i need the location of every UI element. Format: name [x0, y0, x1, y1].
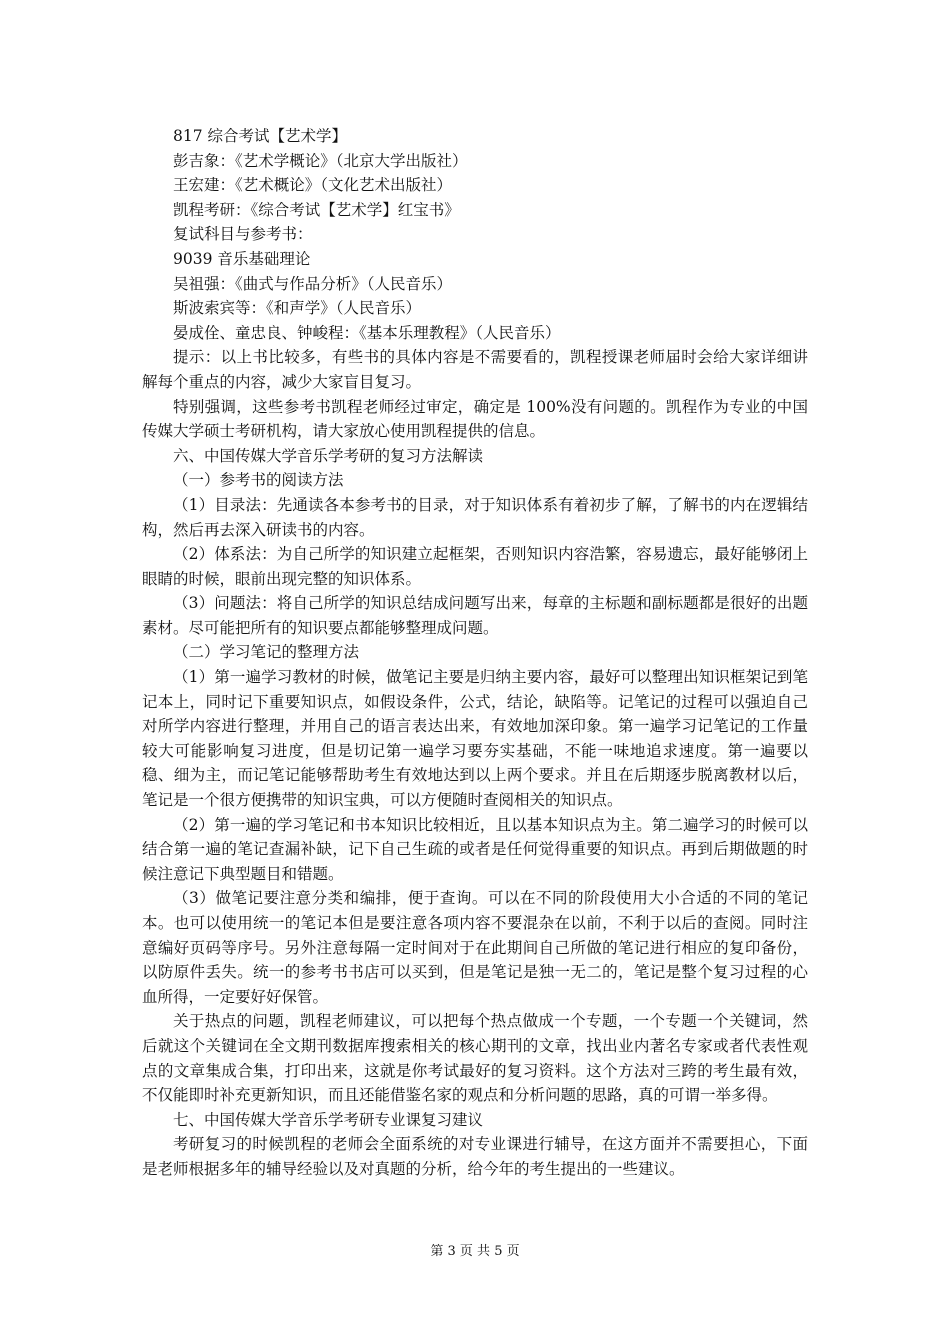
notes-paragraph: （3）做笔记要注意分类和编排，便于查询。可以在不同的阶段使用大小合适的不同的笔记本。也可以使用统一的笔记本但是要注意各项内容不要混杂在以前，不利于以后的查阅。同时注意编好页码等序号。另外注意每隔一定时间对于在此期间自己所做的笔记进行相应的复印备份，以防原件丢失。统一的参考书书店可以买到，但是笔记是独一无二的，笔记是整个复习过程的心血所得，一定要好好保管。	[142, 889, 808, 1006]
reference-book: 彭吉象：《艺术学概论》（北京大学出版社）	[173, 151, 468, 170]
reference-book: 晏成佺、童忠良、钟峻程：《基本乐理教程》（人民音乐）	[173, 323, 561, 342]
review-advice-paragraph: 考研复习的时候凯程的老师会全面系统的对专业课进行辅导，在这方面并不需要担心，下面是老师根据多年的辅导经验以及对真题的分析，给今年的考生提出的一些建议。	[142, 1135, 808, 1178]
method-paragraph: （1）目录法：先通读各本参考书的目录，对于知识体系有着初步了解，了解书的内在逻辑结构，然后再去深入研读书的内容。	[142, 495, 808, 539]
reference-book: 王宏建：《艺术概论》（文化艺术出版社）	[173, 176, 453, 195]
notes-paragraph: （1）第一遍学习教材的时候，做笔记主要是归纳主要内容，最好可以整理出知识框架记到笔记本上，同时记下重要知识点，如假设条件，公式，结论，缺陷等。记笔记的过程可以强迫自己对所学内容进行整理，并用自己的语言表达出来，有效地加深印象。第一遍学习记笔记的工作量较大可能影响复习进度，但是切记第一遍学习要夯实基础，不能一味地追求速度。第一遍要以稳、细为主，而记笔记能够帮助考生有效地达到以上两个要求。并且在后期逐步脱离教材以后，笔记是一个很方便携带的知识宝典，可以方便随时查阅相关的知识点。	[142, 668, 808, 810]
document-body	[142, 124, 808, 1182]
subsection-reading-method-heading: （一）参考书的阅读方法	[173, 471, 344, 490]
subject-9039-heading: 9039 音乐基础理论	[173, 249, 311, 268]
method-paragraph: （2）体系法：为自己所学的知识建立起框架，否则知识内容浩繁，容易遗忘，最好能够闭上眼睛的时候，眼前出现完整的知识体系。	[142, 545, 808, 588]
retest-subjects-heading: 复试科目与参考书：	[173, 225, 313, 244]
emphasis-paragraph: 特别强调，这些参考书凯程老师经过审定，确定是 100%没有问题的。凯程作为专业的中国传媒大学硕士考研机构，请大家放心使用凯程提供的信息。	[142, 397, 808, 441]
section-seven-heading: 七、中国传媒大学音乐学考研专业课复习建议	[173, 1110, 484, 1129]
section-six-heading: 六、中国传媒大学音乐学考研的复习方法解读	[173, 446, 484, 465]
reference-book: 斯波索宾等：《和声学》（人民音乐）	[173, 299, 422, 318]
method-paragraph: （3）问题法：将自己所学的知识总结成问题写出来，每章的主标题和副标题都是很好的出题素材。尽可能把所有的知识要点都能够整理成问题。	[142, 594, 808, 637]
notes-paragraph: （2）第一遍的学习笔记和书本知识比较相近，且以基本知识点为主。第二遍学习的时候可以结合第一遍的笔记查漏补缺，记下自己生疏的或者是任何觉得重要的知识点。再到后期做题的时候注意记下典型题目和错题。	[142, 815, 808, 883]
reference-book: 吴祖强：《曲式与作品分析》（人民音乐）	[173, 274, 453, 293]
page-footer: 第 3 页 共 5 页	[430, 1244, 520, 1259]
reference-book: 凯程考研：《综合考试【艺术学】红宝书》	[173, 200, 460, 219]
hot-topics-paragraph: 关于热点的问题，凯程老师建议，可以把每个热点做成一个专题，一个专题一个关键词，然后就这个关键词在全文期刊数据库搜索相关的核心期刊的文章，找出业内著名专家或者代表性观点的文章集成合集，打印出来，这就是你考试最好的复习资料。这个方法对三跨的考生最有效，不仅能即时补充更新知识，而且还能借鉴名家的观点和分析问题的思路，真的可谓一举多得。	[142, 1012, 808, 1105]
subsection-notes-method-heading: （二）学习笔记的整理方法	[173, 643, 360, 662]
tip-paragraph: 提示：以上书比较多，有些书的具体内容是不需要看的，凯程授课老师届时会给大家详细讲解每个重点的内容，减少大家盲目复习。	[142, 348, 808, 391]
subject-817-heading: 817 综合考试【艺术学】	[173, 127, 348, 145]
